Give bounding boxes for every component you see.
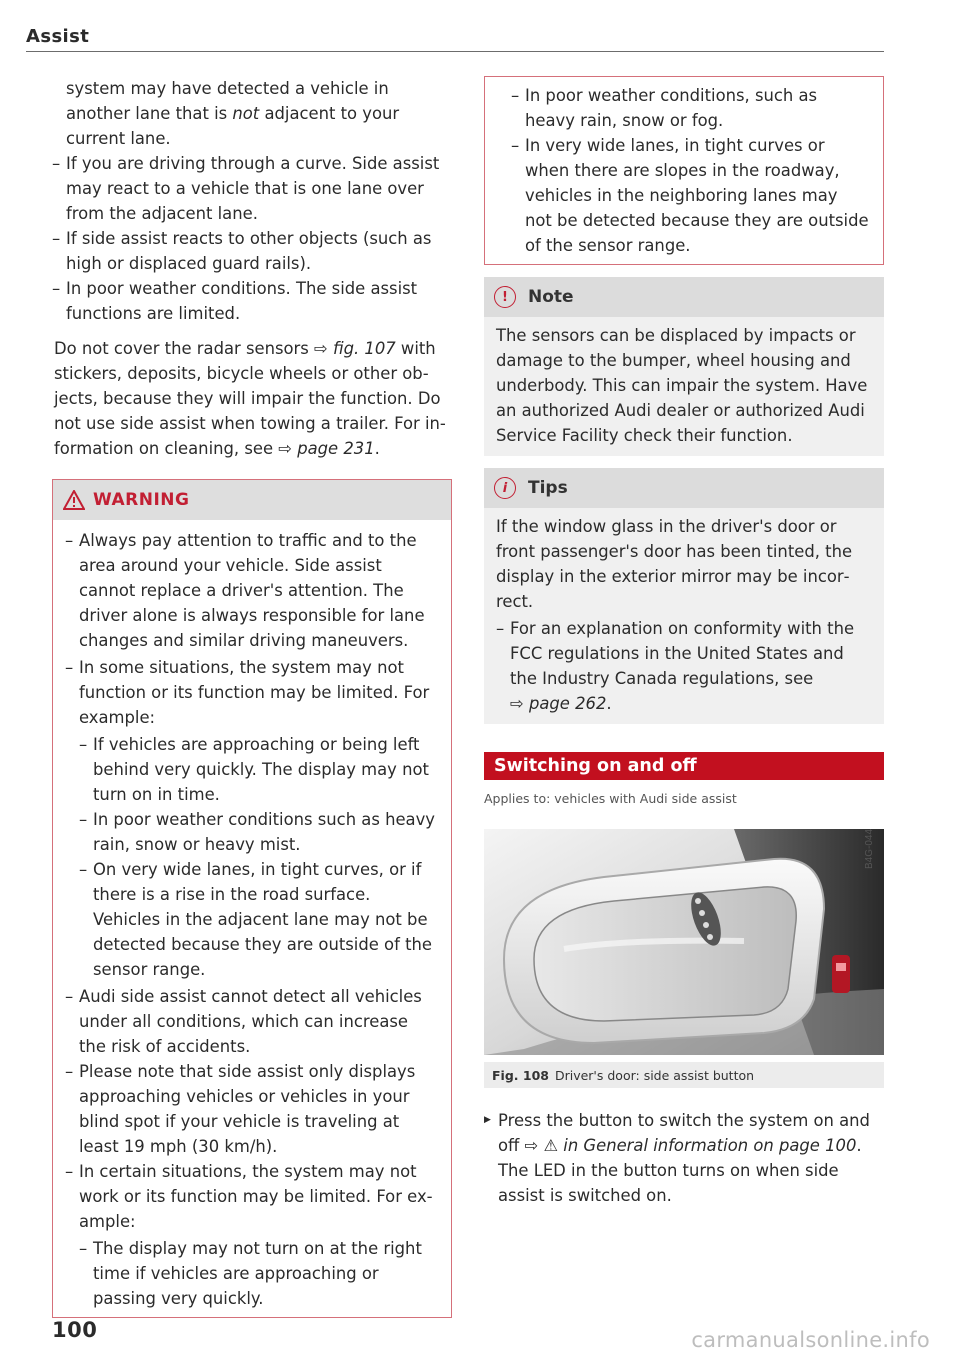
left-column [52, 76, 452, 1318]
list-item: – In poor weather conditions. The side assist functions are limited. [52, 276, 452, 326]
warning-title: WARNING [93, 489, 190, 510]
warning-header [53, 480, 451, 520]
list-item: – Please note that side assist only displays approaching vehicles or vehicles in your blind spot if your vehicle is traveling at least 19 mph (30 km/h). [65, 1059, 437, 1159]
figure-code: B4G-0448 [864, 829, 875, 869]
tips-title: Tips [528, 477, 568, 498]
list-item: – In some situations, the system may not function or its function may be limited. For example: [65, 655, 437, 730]
section-title: Assist [26, 26, 90, 47]
list-item: – Always pay attention to traffic and to the area around your vehicle. Side assist cannot replace a driver's attention. The driver alone is always responsible for lane changes and similar driving maneuvers. [65, 528, 437, 653]
list-item: – For an explanation on conformity with the FCC regulations in the United States and the Industry Canada regulations, see ⇨ page 262. [496, 616, 870, 716]
instruction-step: ▶ Press the button to switch the system on and off ⇨ ⚠ in General information on page 100. The LED in the button turns on when side assist is switched on. [484, 1108, 884, 1208]
figure-108 [484, 829, 884, 1088]
info-circle-icon: i [494, 477, 516, 499]
note-box [484, 277, 884, 456]
sub-list-item: – In poor weather conditions, such as heavy rain, snow or fog. [497, 83, 869, 133]
applies-to: Applies to: vehicles with Audi side assist [484, 791, 737, 806]
page-number: 100 [52, 1318, 98, 1342]
sub-list-item: – In very wide lanes, in tight curves or when there are slopes in the roadway, vehicles in the neighboring lanes may not be detected because they are outside of the sensor range. [497, 133, 869, 258]
note-title: Note [528, 286, 574, 307]
note-body: The sensors can be displaced by impacts or damage to the bumper, wheel housing and underbody. This can impair the system. Have an authorized Audi dealer or authorized Audi Service Facility check their function. [496, 326, 868, 445]
list-item: – If side assist reacts to other objects (such as high or displaced guard rails). [52, 226, 452, 276]
tips-body: If the window glass in the driver's door or front passenger's door has been tinted, the display in the exterior mirror may be incorrect. – For an explanation on conformity with the FCC regulations in the United States and the Industry Canada regulations, see ⇨ page 262. [484, 508, 884, 724]
list-item: – If you are driving through a curve. Side assist may react to a vehicle that is one lane over from the adjacent lane. [52, 151, 452, 226]
list-item: – Audi side assist cannot detect all vehicles under all conditions, which can increase the risk of accidents. [65, 984, 437, 1059]
tips-box [484, 468, 884, 724]
radar-paragraph: Do not cover the radar sensors ⇨ fig. 107 with stickers, deposits, bicycle wheels or other objects, because they will impair the function. Do not use side assist when towing a trailer. For information on cleaning, see ⇨ page 231. [54, 339, 446, 458]
section-heading: Switching on and off [484, 752, 884, 780]
watermark-text: carmanualsonline.info [691, 1328, 930, 1352]
fig-107-link[interactable]: ⇨ fig. 107 [314, 339, 396, 358]
sub-list-item: – If vehicles are approaching or being left behind very quickly. The display may not turn on in time. [65, 732, 437, 807]
mirror-illustration [484, 829, 884, 1055]
general-info-link[interactable]: ⇨ ⚠ in General information on page 100 [524, 1136, 857, 1155]
page-231-link[interactable]: ⇨ page 231 [278, 439, 375, 458]
figure-caption: Fig. 108 Driver's door: side assist button [484, 1062, 884, 1088]
right-column [484, 76, 884, 1208]
list-item: – In certain situations, the system may not work or its function may be limited. For example: [65, 1159, 437, 1234]
tips-header [484, 468, 884, 508]
warning-box [52, 479, 452, 1318]
intro-paragraph: system may have detected a vehicle in another lane that is not adjacent to your current lane. [66, 79, 400, 148]
sub-list-item: – In poor weather conditions such as heavy rain, snow or heavy mist. [65, 807, 437, 857]
warning-body [53, 520, 451, 1317]
sub-list-item: – On very wide lanes, in tight curves, or if there is a rise in the road surface. Vehicles in the adjacent lane may not be detected because they are outside of the sensor range. [65, 857, 437, 982]
exclamation-circle-icon: ! [494, 286, 516, 308]
warning-triangle-icon [63, 490, 85, 510]
page-header [26, 24, 884, 52]
sub-list-item: – The display may not turn on at the right time if vehicles are approaching or passing very quickly. [65, 1236, 437, 1311]
warning-continued-box [484, 76, 884, 265]
page-262-link[interactable]: ⇨ page 262 [510, 694, 607, 713]
note-header [484, 277, 884, 317]
